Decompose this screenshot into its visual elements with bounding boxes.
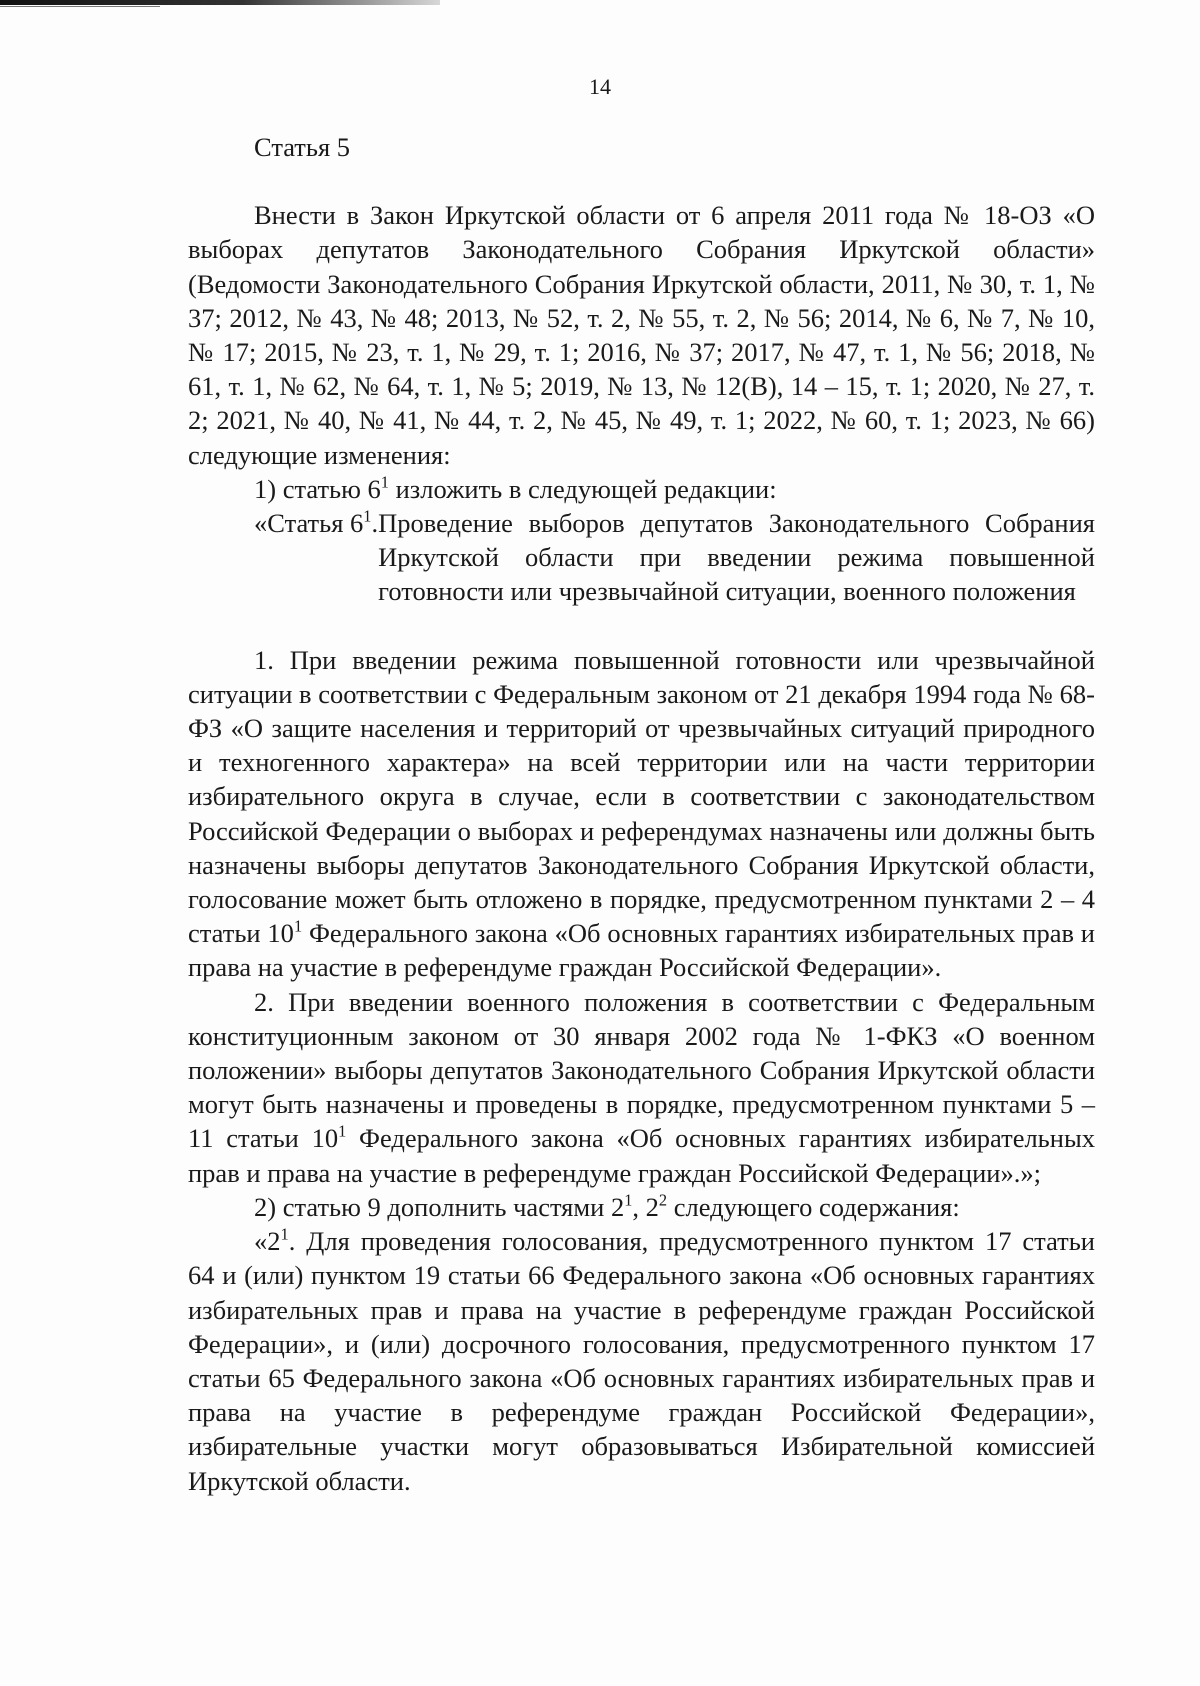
item-2: 2) статью 9 дополнить частями $2^1$, $2^2$ следующего содержания: [254, 1190, 960, 1222]
scan-edge-mark [0, 0, 440, 5]
document-body [188, 130, 1095, 1498]
part-2: 2. При введении военного положения в соответствии с Федеральным конституционным законом от 30 января 2002 года № 1-ФКЗ «О военном положении» выборы депутатов Законодательного Собрания Иркутской области могут быть назначены и проведены в порядке, предусмотренном пунктами 5 – 11 статьи $10^1$ Федерального закона «Об основных гарантиях избирательных прав и права на участие в референдуме граждан Российской Федерации».»; [188, 986, 1095, 1188]
intro-paragraph: Внести в Закон Иркутской области от 6 апреля 2011 года № 18-ОЗ «О выборах депутатов Законодательного Собрания Иркутской области» (Ведомости Законодательного Собрания Иркутской области, 2011, № 30, т. 1, № 37; 2012, № 43, № 48; 2013, № 52, т. 2, № 55, т. 2, № 56; 2014, № 6, № 7, № 10, № 17; 2015, № 23, т. 1, № 29, т. 1; 2016, № 37; 2017, № 47, т. 1, № 56; 2018, № 61, т. 1, № 62, № 64, т. 1, № 5; 2019, № 13, № 12(В), 14 – 15, т. 1; 2020, № 27, т. 2; 2021, № 40, № 41, № 44, т. 2, № 45, № 49, т. 1; 2022, № 60, т. 1; 2023, № 66) следующие изменения: [188, 200, 1095, 470]
part-2-1: «$2^1$. Для проведения голосования, предусмотренного пунктом 17 статьи 64 и (или) пунктом 19 статьи 66 Федерального закона «Об основных гарантиях избирательных прав и права на участие в референдуме граждан Российской Федерации», и (или) досрочного голосования, предусмотренного пунктом 17 статьи 65 Федерального закона «Об основных гарантиях избирательных прав и права на участие в референдуме граждан Российской Федерации», избирательные участки могут образовываться Избирательной комиссией Иркутской области. [188, 1224, 1095, 1496]
scan-edge-line [0, 6, 160, 7]
part-1: 1. При введении режима повышенной готовности или чрезвычайной ситуации в соответствии с Федеральным законом от 21 декабря 1994 года № 68-ФЗ «О защите населения и территорий от чрезвычайных ситуаций природного и техногенного характера» на всей территории или на части территории избирательного округа в случае, если в соответствии с законодательством Российской Федерации о выборах и референдумах назначены или должны быть назначены выборы депутатов Законодательного Собрания Иркутской области, голосование может быть отложено в порядке, предусмотренном пунктами 2 – 4 статьи $10^1$ Федерального закона «Об основных гарантиях избирательных прав и права на участие в референдуме граждан Российской Федерации». [188, 644, 1095, 983]
new-article-title: Проведение выборов депутатов Законодательного Собрания Иркутской области при введении режима повышенной готовности или чрезвычайной ситуации, военного положения [378, 508, 1095, 607]
item-1: 1) статью $6^1$ изложить в следующей редакции: [254, 472, 777, 504]
new-article-heading [188, 506, 1095, 609]
new-article-number: «Статья $6^1$. [254, 506, 379, 539]
article-title: Статья 5 [254, 132, 351, 162]
page-number: 14 [589, 74, 611, 99]
